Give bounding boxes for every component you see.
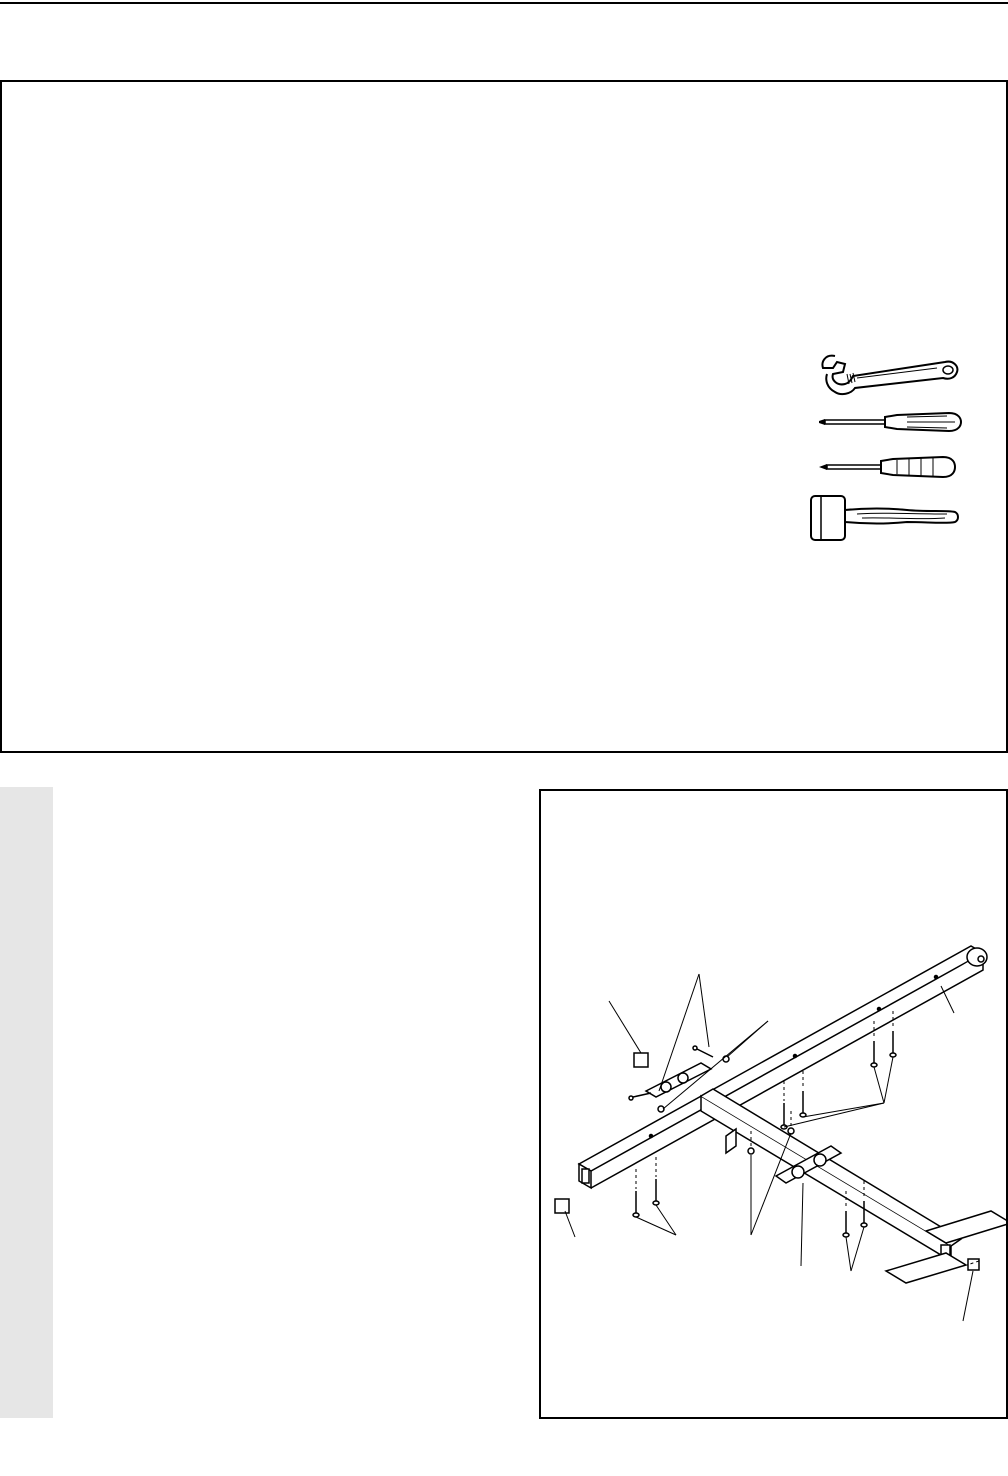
adjustable-wrench-icon [817,350,962,400]
flat-screwdriver-icon [817,407,962,437]
sidebar-shade [0,787,53,1418]
phillips-screwdriver-icon [817,452,962,482]
top-rule [0,2,1008,4]
frame-assembly-exploded-icon [541,791,1006,1417]
tools-box [0,80,1008,753]
rubber-mallet-icon [807,490,962,545]
assembly-figure [539,789,1008,1419]
